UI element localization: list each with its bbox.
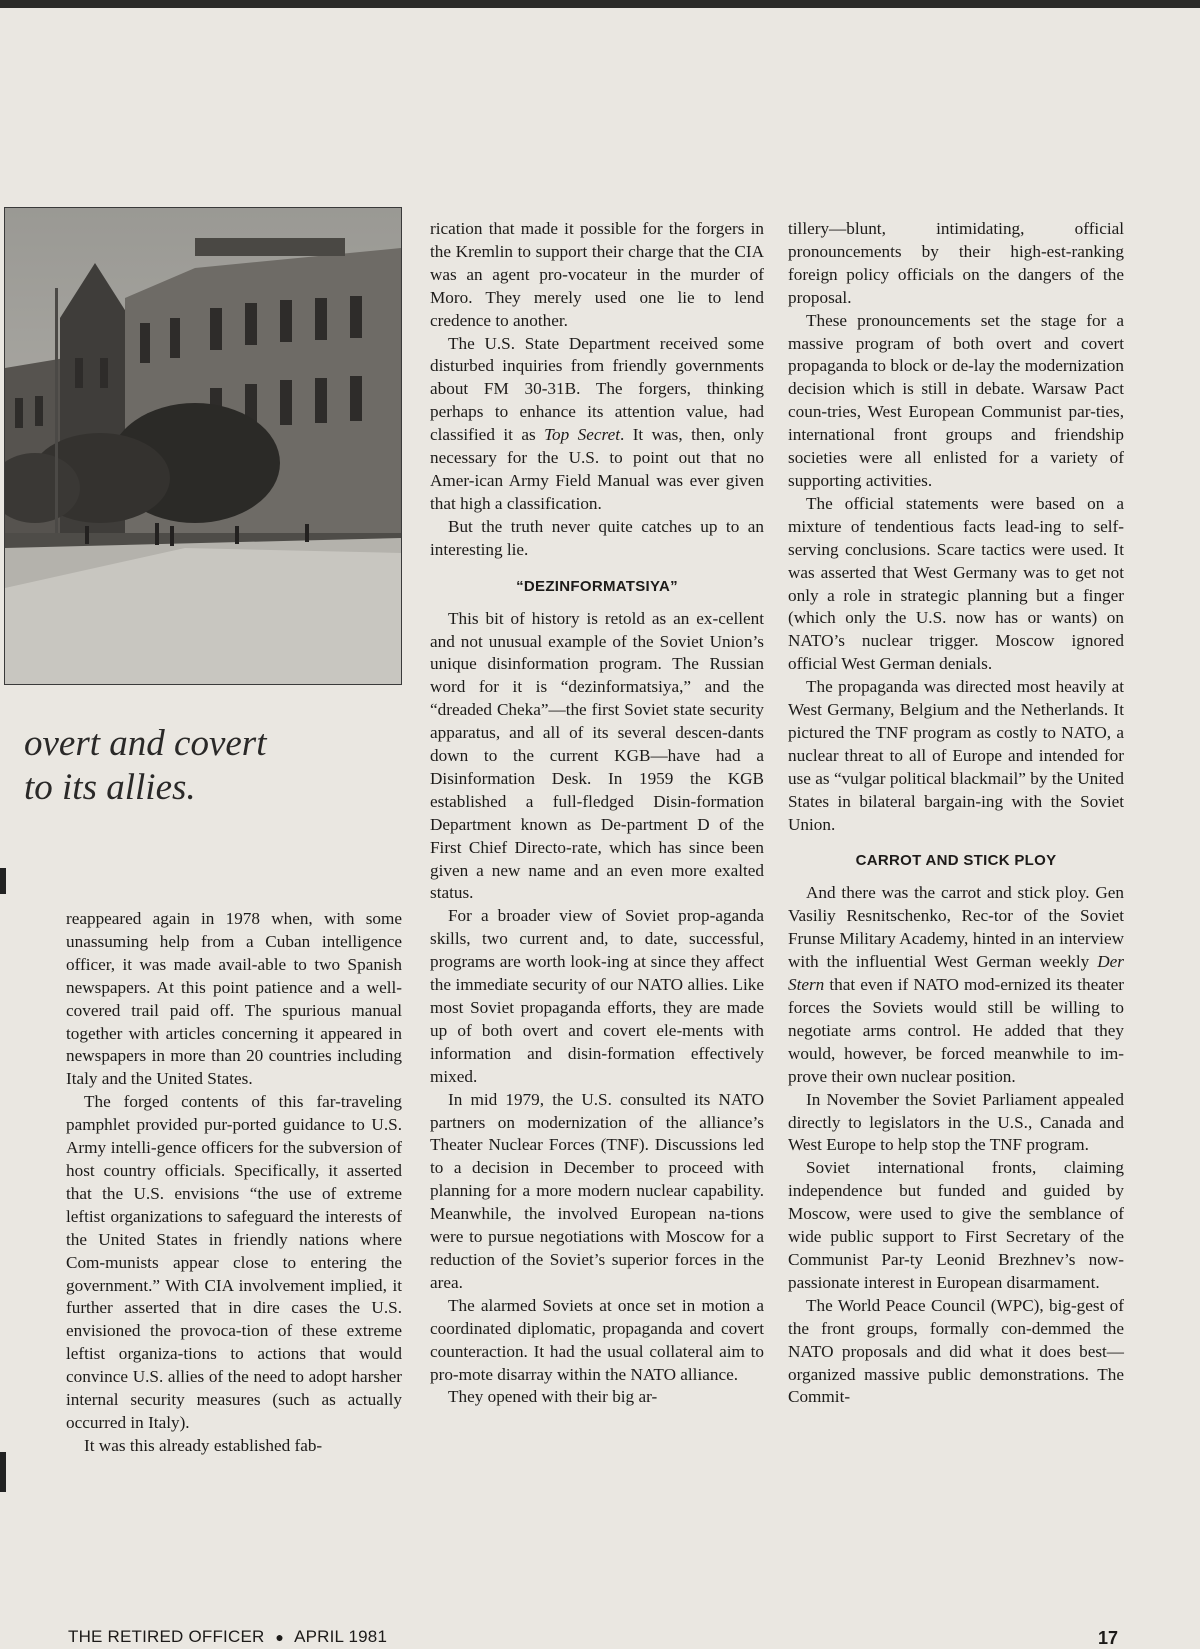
- binding-mark: [0, 1452, 6, 1492]
- paragraph: They opened with their big ar-: [448, 1387, 658, 1407]
- column-3: [788, 218, 1124, 1409]
- paragraph: The World Peace Council (WPC), big-gest of the front groups, formally con-demmed the NATO proposals and did what it does best—organized massive public demonstrations. The Commit-: [788, 1295, 1124, 1407]
- bullet-separator: ●: [275, 1629, 285, 1645]
- paragraph: [430, 333, 764, 516]
- paragraph: In November the Soviet Parliament appealed directly to legislators in the U.S., Canada and West Europe to help stop the TNF program.: [788, 1089, 1124, 1155]
- paragraph-text: that even if NATO mod-ernized its theater forces the Soviets would still be willing to negotiate arms control. He added that they would, however, be forced meanwhile to im-prove their own nuclear position.: [788, 975, 1124, 1086]
- building-photo-drawing: [5, 208, 401, 684]
- paragraph: This bit of history is retold as an ex-cellent and not unusual example of the Soviet Union’s unique disinformation program. The Russian word for it is “dezinformatsiya,” and the “dreaded Cheka”—the first Soviet state security apparatus, and all of its several descen-dants down to the current KGB—have had a Disinformation Desk. In 1959 the KGB established a full-fledged Disin-formation Department known as De-partment D of the First Chief Directo-rate, which has since been given a new name and an even more exalted status.: [430, 608, 764, 903]
- paragraph: tillery—blunt, intimidating, official pronouncements by their high-est-ranking foreign policy officials on the dangers of the proposal.: [788, 219, 1124, 307]
- publication-name: THE RETIRED OFFICER: [68, 1627, 265, 1646]
- page-footer: [68, 1627, 387, 1647]
- paragraph: For a broader view of Soviet prop-aganda skills, two current and, to date, successful, programs are worth look-ing at since they affect the immediate security of our NATO allies. Like most Soviet propaganda efforts, they are made up of both overt and covert ele-ments with information and disin-formation effectively mixed.: [430, 906, 764, 1086]
- paragraph: The propaganda was directed most heavily at West Germany, Belgium and the Netherlands. It pictured the TNF program as costly to NATO, a nuclear threat to all of Europe and intended for use as “vulgar political blackmail” by the United States in bilateral bargain-ing with the Soviet Union.: [788, 677, 1124, 834]
- building-photo: [4, 207, 402, 685]
- paragraph-text: The U.S. State Department received some disturbed inquiries from friendly governments about FM 30-31B. The forgers, thinking perhaps to enhance its attention value, had classified it as: [430, 333, 764, 445]
- emphasis: Top Secret: [544, 425, 620, 445]
- paragraph-text: . It was, then, only necessary for the U.S. to point out that no Amer-ican Army Field Manual was ever given that high a classification.: [430, 425, 764, 513]
- page-number: 17: [1098, 1628, 1119, 1648]
- column-1: [66, 908, 402, 1458]
- paragraph: rication that made it possible for the forgers in the Kremlin to support their charge that the CIA was an agent pro-vocateur in the murder of Moro. They merely used one lie to lend credence to another.: [430, 219, 764, 330]
- paragraph: The official statements were based on a mixture of tendentious facts lead-ing to self-serving conclusions. Scare tactics were used. It was asserted that West Germany was to get not only a role in strategic planning but a finger (which only the U.S. now has or wants) on NATO’s nuclear trigger. Moscow ignored official West German denials.: [788, 493, 1124, 674]
- paragraph-text: And there was the carrot and stick ploy. Gen Vasiliy Resnitschenko, Rec-tor of the Soviet Frunse Military Academy, hinted in an interview with the influential West German weekly: [788, 883, 1124, 972]
- emphasis: Der Stern: [788, 952, 1124, 995]
- paragraph: It was this already established fab-: [84, 1435, 323, 1455]
- paragraph: These pronouncements set the stage for a massive program of both overt and covert propaganda to block or de-lay the modernization decision which is still in debate. Warsaw Pact coun-tries, West European Communist par-ties, international front groups and friendship societies were all enlisted for a variety of supporting activities.: [788, 310, 1124, 490]
- paragraph: The alarmed Soviets at once set in motion a coordinated diplomatic, propaganda and covert counteraction. It had the usual collateral aim to pro-mote disarray within the NATO alliance.: [430, 1295, 764, 1384]
- issue-date: APRIL 1981: [294, 1627, 388, 1646]
- paragraph: reappeared again in 1978 when, with some unassuming help from a Cuban intelligence officer, it was made avail-able to two Spanish newspapers. At this point patience and a well-covered trail paid off. The spurious manual together with articles concerning it appeared in newspapers in more than 20 countries including Italy and the United States.: [66, 909, 402, 1089]
- pull-quote-line: overt and covert: [24, 723, 267, 764]
- paragraph: The forged contents of this far-traveling pamphlet provided pur-ported guidance to U.S. Army intelli-gence officers for the subversion of host country officials. Specifically, it asserted that the U.S. envisions “the use of extreme leftist organizations to safeguard the interests of the United States in friendly nations where Com-munists appear close to entering the government.” With CIA involvement implied, it further asserted that in dire cases the U.S. envisioned the provoca-tion of these extreme leftist organiza-tions to actions that would convince U.S. allies of the need to adopt harsher internal security measures (such as actually occurred in Italy).: [66, 1092, 402, 1432]
- section-heading: CARROT AND STICK PLOY: [855, 852, 1057, 870]
- top-border: [0, 0, 1200, 8]
- paragraph: But the truth never quite catches up to an interesting lie.: [430, 516, 764, 559]
- paragraph: [788, 882, 1124, 1088]
- pull-quote-line: to its allies.: [24, 767, 196, 808]
- section-heading: “DEZINFORMATSIYA”: [516, 577, 678, 595]
- paragraph: Soviet international fronts, claiming independence but funded and guided by Moscow, were used to give the semblance of wide public support to First Secretary of the Communist Par-ty Leonid Brezhnev’s now-passionate interest in European disarmament.: [788, 1158, 1124, 1292]
- pull-quote: [24, 722, 266, 810]
- paragraph: In mid 1979, the U.S. consulted its NATO partners on modernization of the alliance’s Theater Nuclear Forces (TNF). Discussions led to a decision in December to proceed with planning for a more modern nuclear capability. Meanwhile, the involved European na-tions were to pursue negotiations with Moscow for a reduction of the Soviet’s superior forces in the area.: [430, 1089, 764, 1292]
- column-2: [430, 218, 764, 1409]
- binding-mark: [0, 868, 6, 894]
